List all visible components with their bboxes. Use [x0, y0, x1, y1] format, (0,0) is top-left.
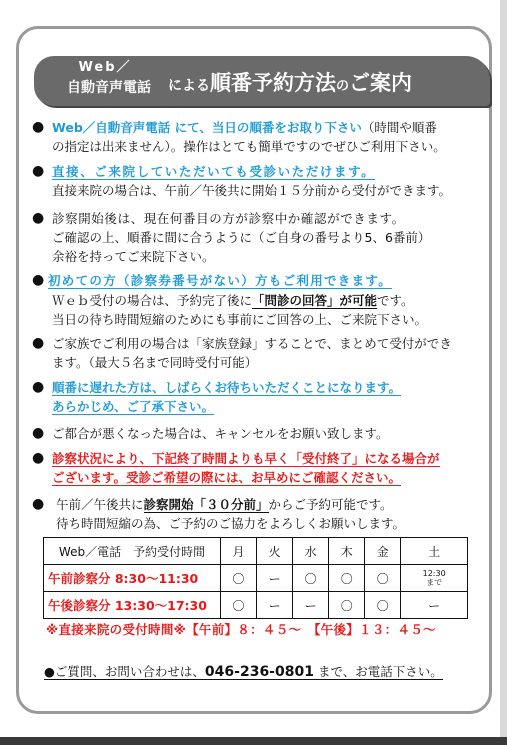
- direct-visit-hours: ※直接来院の受付時間※【午前】８：４５〜 【午後】１３：４５〜: [46, 622, 436, 637]
- list-item-text: Ｗｅｂ受付の場合は、予約完了後に「問診の回答」が可能です。: [52, 293, 414, 308]
- table-cell: ー: [401, 592, 468, 619]
- table-header-cell: 火: [257, 538, 293, 565]
- list-item-direct-visit: 直接、ご来院していただいても受診いただけます。: [52, 164, 376, 179]
- schedule-table: [43, 537, 468, 619]
- list-item-text: ます。（最大５名まで同時受付可能）: [52, 355, 258, 370]
- list-item-text: ご確認の上、順番に間に合うように（ご自身の番号より5、6番前）: [52, 230, 431, 245]
- list-item-first-visit: 初めての方（診察券番号がない）方もご利用できます。: [48, 273, 393, 288]
- list-item-web-phone: Web／自動音声電話 にて、当日の順番をお取り下さい（時間や順番: [52, 120, 437, 135]
- banner-web-label: Web／: [78, 60, 132, 75]
- table-cell: ー: [257, 565, 293, 592]
- phone-number: 046-236-0801: [204, 664, 314, 680]
- list-item-text: ございます。受診ご希望の際には、お早めにご確認ください。: [52, 470, 402, 485]
- list-item-text: 余裕を持ってご来院下さい。: [52, 249, 215, 264]
- table-header-cell: 月: [221, 538, 257, 565]
- table-header-cell: 土: [401, 538, 468, 565]
- bottom-bar: [0, 737, 507, 745]
- table-cell: 〇: [365, 592, 401, 619]
- list-item-cancel: ご都合が悪くなった場合は、キャンセルをお願い致します。: [52, 426, 389, 441]
- bullet-icon: ●: [32, 450, 45, 466]
- bullet-icon: ●: [32, 119, 45, 135]
- table-cell: 〇: [221, 565, 257, 592]
- contact-text: ●ご質問、お問い合わせは、046-236-0801 まで、お電話下さい。: [44, 664, 443, 680]
- table-header-cell: 金: [365, 538, 401, 565]
- page-title: による順番予約方法のご案内: [168, 71, 413, 95]
- table-cell: 〇: [221, 592, 257, 619]
- list-item-text: 直接来院の場合は、午前／午後共に開始１５分前から受付ができます。: [52, 183, 452, 198]
- table-row: [44, 565, 468, 592]
- pm-hours-label: 午後診察分 13:30〜17:30: [44, 592, 221, 619]
- table-cell: 〇: [365, 565, 401, 592]
- list-item-text: 当日の待ち時間短縮のためにも事前にご回答の上、ご来院下さい。: [52, 312, 428, 327]
- table-cell: 〇: [293, 565, 329, 592]
- bullet-icon: ●: [32, 496, 45, 512]
- saturday-am-cell: 12:30 まで: [401, 565, 468, 592]
- table-cell: ー: [257, 592, 293, 619]
- scroll-edge: [500, 0, 507, 745]
- table-cell: 〇: [329, 565, 365, 592]
- table-header-row: [44, 538, 468, 565]
- list-item-text: 待ち時間短縮の為、ご予約のご協力をよろしくお願いします。: [56, 516, 406, 531]
- table-header-cell: 木: [329, 538, 365, 565]
- banner-phone-label: 自動音声電話: [67, 80, 151, 96]
- list-item-progress: 診察開始後は、現在何番目の方が診察中か確認ができます。: [52, 211, 405, 226]
- contact-line: [44, 662, 443, 682]
- table-header-cell: Web／電話 予約受付時間: [44, 538, 221, 565]
- list-item-late: 順番に遅れた方は、しばらくお待ちいただくことになります。: [52, 380, 402, 395]
- bullet-icon: ●: [32, 163, 45, 179]
- list-item-text: の指定は出来ません）。操作はとても簡単ですのでぜひご利用下さい。: [52, 139, 446, 154]
- table-header-cell: 水: [293, 538, 329, 565]
- table-cell: ー: [293, 592, 329, 619]
- bullet-icon: ●: [32, 425, 45, 441]
- list-item-text: あらかじめ、ご了承下さい。: [52, 399, 215, 414]
- bullet-icon: ●: [32, 272, 45, 288]
- table-row: [44, 592, 468, 619]
- am-hours-label: 午前診察分 8:30〜11:30: [44, 565, 221, 592]
- list-item-warning: 診察状況により、下記終了時間よりも早く「受付終了」になる場合が: [52, 451, 440, 466]
- bullet-icon: ●: [32, 210, 45, 226]
- bullet-icon: ●: [32, 379, 45, 395]
- table-cell: 〇: [329, 592, 365, 619]
- list-item-family: ご家族でご利用の場合は「家族登録」することで、まとめて受付ができ: [52, 336, 452, 351]
- title-banner: [34, 56, 490, 106]
- bullet-icon: ●: [32, 335, 45, 351]
- list-item-reservation: 午前／午後共に診察開始「３０分前」からご予約可能です。: [56, 497, 393, 512]
